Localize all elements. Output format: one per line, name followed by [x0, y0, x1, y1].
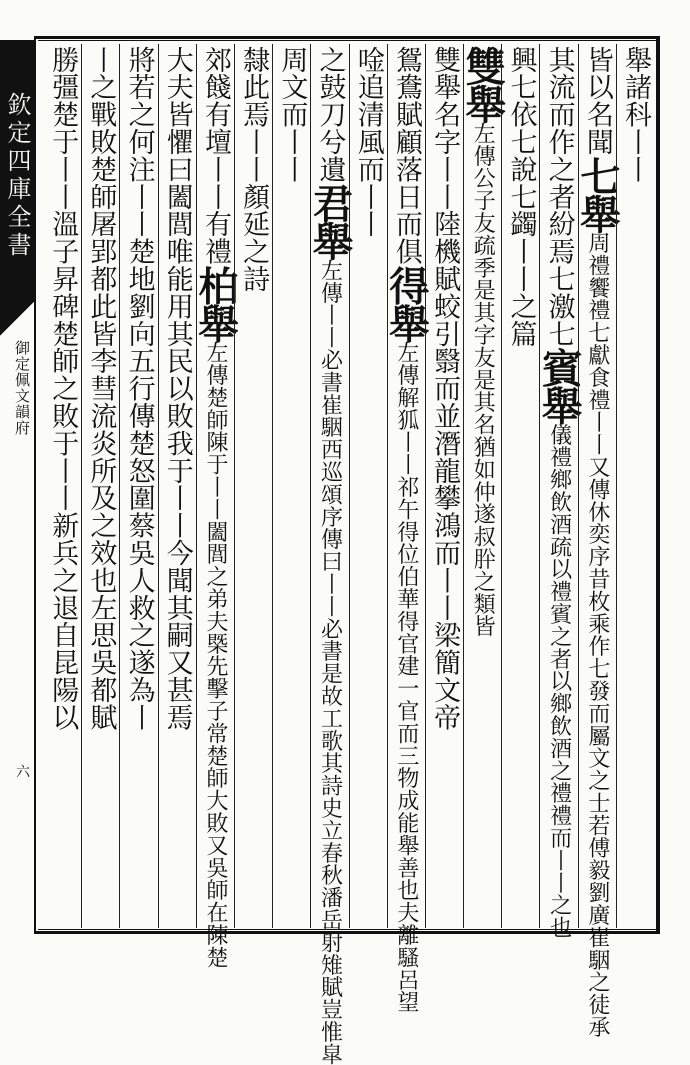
column-text: 勝彊楚于丨丨溫子昇碑楚師之敗于丨丨新兵之退自昆陽以 [47, 46, 79, 731]
heading-de-ju: 得舉 [382, 265, 430, 342]
margin-title: 欽定四庫全書 [0, 40, 34, 302]
column-text: 興七依七說七蠲丨丨之篇 [505, 46, 537, 348]
text-column-12 [191, 44, 239, 969]
heading-shuang-ju-text: 左傳公子友疏季是其字友是其名猶如仲遂叔肸之類皆 [470, 122, 496, 638]
column-text: 將若之何注丨丨楚地劉向五行傳楚怒圍蔡吳人救之遂為丨 [123, 46, 155, 731]
heading-qi-ju: 七舉 [573, 155, 621, 232]
heading-de-ju-text: 左傳解狐丨丨祁午得位伯華得官建一官而三物成能舉善也夫離騷呂望 [393, 341, 419, 1014]
column-text: 雙舉名字丨丨陸機賦蛟引翳而並潛龍攀鴻而丨丨梁簡文帝 [429, 46, 461, 731]
column-text: 周文而丨丨 [276, 46, 308, 183]
text-column-11 [234, 44, 272, 928]
margin-subtitle: 御定佩文韻府 [13, 340, 31, 436]
heading-bai-ju-text: 左傳楚師陳于丨丨闔閭之弟夫槩先擊子常楚師大敗又吳師在陳楚 [202, 341, 228, 969]
text-columns [42, 44, 654, 1065]
column-text: 大夫皆懼曰闔閭唯能用其民以敗我于丨丨今聞其嗣又甚焉 [161, 46, 193, 731]
text-column-9 [306, 44, 354, 1065]
text-column-5 [459, 44, 507, 928]
column-text: 丨之戰敗楚師屠郢都此皆李彗流炎所及之效也左思吳都賦 [85, 46, 117, 731]
column-text: 其流而作之者紛焉七激七 [543, 46, 575, 348]
text-column-14 [119, 44, 157, 928]
column-text: 皆以名聞 [581, 46, 613, 156]
text-column-15 [81, 44, 119, 928]
page-number: 六 [14, 764, 30, 778]
heading-bai-ju: 柏舉 [191, 265, 239, 342]
text-column-4 [501, 44, 539, 928]
column-text: 之鼓刀兮遺 [314, 46, 346, 183]
text-column-1 [616, 44, 654, 928]
column-text: 舉諸科丨丨 [620, 46, 651, 183]
heading-bin-ju: 賓舉 [535, 347, 583, 424]
column-text: 唫追清風而丨丨 [352, 46, 384, 238]
column-text: 鴛鴦賦顧落日而俱 [390, 46, 422, 266]
text-column-16 [43, 44, 81, 928]
text-column-7 [382, 44, 430, 1014]
text-column-6 [425, 44, 463, 928]
text-column-13 [158, 44, 196, 928]
heading-shuang-ju: 雙舉 [459, 46, 507, 122]
heading-jun-ju: 君舉 [306, 183, 354, 259]
text-column-8 [349, 44, 387, 928]
heading-jun-ju-text: 左傳丨丨必書崔駰西巡頌序傳曰丨丨必書是故工歌其詩史立春秋潘岳射雉賦豈惟皐 [317, 259, 343, 1065]
column-text: 隸此焉丨丨顏延之詩 [238, 46, 270, 293]
text-column-10 [272, 44, 310, 928]
column-text: 郊餞有壇丨丨有禮 [199, 46, 231, 266]
heading-qi-ju-text: 周禮饗禮七獻食禮丨丨又傳休奕序昔枚乘作七發而屬文之士若傅毅劉廣崔駰之徒承 [584, 231, 610, 1039]
text-column-3 [535, 44, 583, 939]
text-column-2 [573, 44, 621, 1039]
heading-bin-ju-text: 儀禮鄉飲酒疏以禮賓之者以鄉飲酒之禮禮而丨丨之也 [546, 423, 572, 939]
